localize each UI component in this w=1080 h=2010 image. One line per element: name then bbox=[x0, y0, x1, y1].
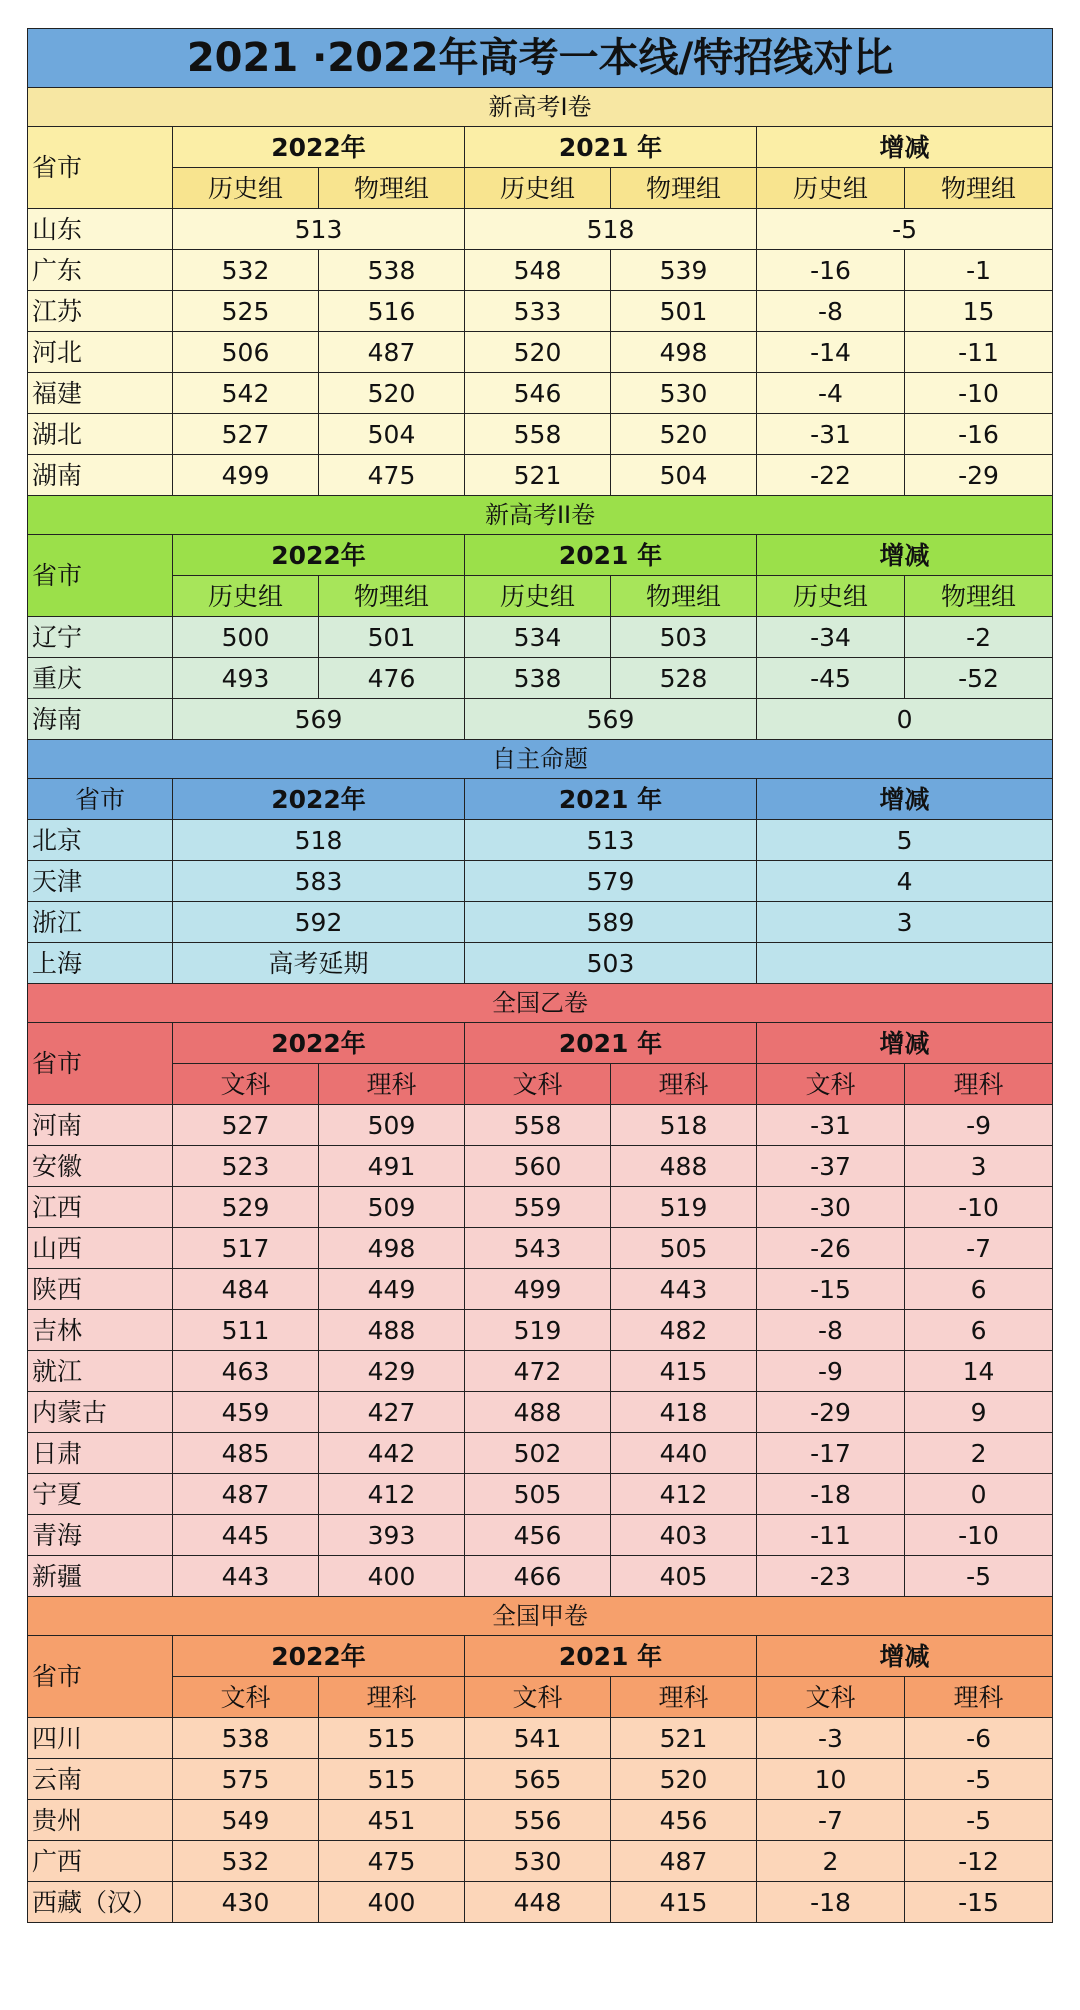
value-cell: 484 bbox=[173, 1269, 319, 1310]
province-cell: 吉林 bbox=[28, 1310, 173, 1351]
value-cell: 504 bbox=[611, 455, 757, 496]
value-cell: -7 bbox=[905, 1228, 1053, 1269]
table-row bbox=[28, 1556, 1053, 1597]
value-cell: -30 bbox=[757, 1187, 905, 1228]
subject-header: 理科 bbox=[611, 1677, 757, 1718]
value-cell: -8 bbox=[757, 291, 905, 332]
merged-value-cell: 513 bbox=[173, 209, 465, 250]
value-cell: 443 bbox=[611, 1269, 757, 1310]
value-cell: -34 bbox=[757, 617, 905, 658]
value-cell: -52 bbox=[905, 658, 1053, 699]
value-cell: -1 bbox=[905, 250, 1053, 291]
province-header: 省市 bbox=[28, 1023, 173, 1105]
year-header: 增减 bbox=[757, 535, 1053, 576]
year-header: 2021 年 bbox=[465, 1636, 757, 1677]
year-header: 2021 年 bbox=[465, 127, 757, 168]
subject-header: 物理组 bbox=[319, 168, 465, 209]
table-row bbox=[28, 1392, 1053, 1433]
value-cell: 541 bbox=[465, 1718, 611, 1759]
value-cell: 532 bbox=[173, 250, 319, 291]
value-cell: 415 bbox=[611, 1351, 757, 1392]
value-cell: 463 bbox=[173, 1351, 319, 1392]
merged-value-cell: 5 bbox=[757, 820, 1053, 861]
value-cell: -5 bbox=[905, 1556, 1053, 1597]
province-header: 省市 bbox=[28, 779, 173, 820]
value-cell: -37 bbox=[757, 1146, 905, 1187]
subject-header: 理科 bbox=[905, 1677, 1053, 1718]
value-cell: 528 bbox=[611, 658, 757, 699]
value-cell: 482 bbox=[611, 1310, 757, 1351]
table-row bbox=[28, 332, 1053, 373]
year-header: 2022年 bbox=[173, 535, 465, 576]
province-cell: 天津 bbox=[28, 861, 173, 902]
value-cell: 520 bbox=[611, 414, 757, 455]
value-cell: 415 bbox=[611, 1882, 757, 1923]
value-cell: 506 bbox=[173, 332, 319, 373]
subject-header: 文科 bbox=[757, 1677, 905, 1718]
table-body bbox=[28, 29, 1053, 1923]
merged-value-cell: 579 bbox=[465, 861, 757, 902]
value-cell: -10 bbox=[905, 1187, 1053, 1228]
value-cell: 499 bbox=[173, 455, 319, 496]
value-cell: -7 bbox=[757, 1800, 905, 1841]
value-cell: 542 bbox=[173, 373, 319, 414]
table-row bbox=[28, 291, 1053, 332]
subject-header: 历史组 bbox=[465, 168, 611, 209]
value-cell: 521 bbox=[611, 1718, 757, 1759]
merged-value-cell: 589 bbox=[465, 902, 757, 943]
value-cell: 499 bbox=[465, 1269, 611, 1310]
value-cell: -31 bbox=[757, 1105, 905, 1146]
province-cell: 就江 bbox=[28, 1351, 173, 1392]
value-cell: 412 bbox=[611, 1474, 757, 1515]
merged-value-cell: 513 bbox=[465, 820, 757, 861]
value-cell: 456 bbox=[465, 1515, 611, 1556]
subject-header: 理科 bbox=[319, 1064, 465, 1105]
value-cell: 527 bbox=[173, 414, 319, 455]
table-row bbox=[28, 1228, 1053, 1269]
value-cell: 502 bbox=[465, 1433, 611, 1474]
value-cell: 393 bbox=[319, 1515, 465, 1556]
province-cell: 四川 bbox=[28, 1718, 173, 1759]
value-cell: -18 bbox=[757, 1474, 905, 1515]
value-cell: 519 bbox=[465, 1310, 611, 1351]
value-cell: 15 bbox=[905, 291, 1053, 332]
value-cell: 403 bbox=[611, 1515, 757, 1556]
value-cell: 520 bbox=[611, 1759, 757, 1800]
value-cell: 520 bbox=[319, 373, 465, 414]
subject-header: 历史组 bbox=[173, 576, 319, 617]
value-cell: 449 bbox=[319, 1269, 465, 1310]
value-cell: 546 bbox=[465, 373, 611, 414]
value-cell: 442 bbox=[319, 1433, 465, 1474]
value-cell: -10 bbox=[905, 1515, 1053, 1556]
value-cell: 485 bbox=[173, 1433, 319, 1474]
value-cell: 430 bbox=[173, 1882, 319, 1923]
subject-header: 历史组 bbox=[757, 168, 905, 209]
value-cell: -18 bbox=[757, 1882, 905, 1923]
province-header: 省市 bbox=[28, 127, 173, 209]
value-cell: 456 bbox=[611, 1800, 757, 1841]
year-header: 增减 bbox=[757, 127, 1053, 168]
subject-header-row bbox=[28, 576, 1053, 617]
value-cell: 543 bbox=[465, 1228, 611, 1269]
value-cell: -4 bbox=[757, 373, 905, 414]
province-cell: 青海 bbox=[28, 1515, 173, 1556]
section-title-row bbox=[28, 496, 1053, 535]
value-cell: 556 bbox=[465, 1800, 611, 1841]
year-header: 2022年 bbox=[173, 127, 465, 168]
value-cell: -16 bbox=[757, 250, 905, 291]
value-cell: 400 bbox=[319, 1882, 465, 1923]
table-row bbox=[28, 1882, 1053, 1923]
value-cell: 445 bbox=[173, 1515, 319, 1556]
value-cell: 412 bbox=[319, 1474, 465, 1515]
value-cell: -8 bbox=[757, 1310, 905, 1351]
province-header: 省市 bbox=[28, 535, 173, 617]
value-cell: 530 bbox=[465, 1841, 611, 1882]
table-row bbox=[28, 1800, 1053, 1841]
province-cell: 广东 bbox=[28, 250, 173, 291]
score-table bbox=[27, 28, 1053, 1923]
value-cell: 6 bbox=[905, 1269, 1053, 1310]
merged-value-cell: 518 bbox=[465, 209, 757, 250]
value-cell: 466 bbox=[465, 1556, 611, 1597]
value-cell: 505 bbox=[611, 1228, 757, 1269]
value-cell: 488 bbox=[611, 1146, 757, 1187]
value-cell: 488 bbox=[465, 1392, 611, 1433]
province-cell: 日肃 bbox=[28, 1433, 173, 1474]
value-cell: 521 bbox=[465, 455, 611, 496]
value-cell: -29 bbox=[905, 455, 1053, 496]
province-cell: 山西 bbox=[28, 1228, 173, 1269]
value-cell: 9 bbox=[905, 1392, 1053, 1433]
subject-header: 物理组 bbox=[611, 576, 757, 617]
value-cell: 533 bbox=[465, 291, 611, 332]
section-title-row bbox=[28, 88, 1053, 127]
table-row bbox=[28, 1433, 1053, 1474]
table-row bbox=[28, 1718, 1053, 1759]
table-row bbox=[28, 1351, 1053, 1392]
value-cell: 515 bbox=[319, 1759, 465, 1800]
subject-header: 文科 bbox=[173, 1677, 319, 1718]
value-cell: 523 bbox=[173, 1146, 319, 1187]
value-cell: 503 bbox=[611, 617, 757, 658]
value-cell: 538 bbox=[319, 250, 465, 291]
year-header-row bbox=[28, 1023, 1053, 1064]
value-cell: 511 bbox=[173, 1310, 319, 1351]
section-title: 全国乙卷 bbox=[28, 984, 1053, 1023]
province-cell: 河北 bbox=[28, 332, 173, 373]
table-row bbox=[28, 414, 1053, 455]
province-cell: 上海 bbox=[28, 943, 173, 984]
value-cell: -16 bbox=[905, 414, 1053, 455]
province-cell: 江西 bbox=[28, 1187, 173, 1228]
table-row bbox=[28, 1759, 1053, 1800]
value-cell: 14 bbox=[905, 1351, 1053, 1392]
value-cell: 558 bbox=[465, 414, 611, 455]
value-cell: 493 bbox=[173, 658, 319, 699]
merged-value-cell: 503 bbox=[465, 943, 757, 984]
year-header-row bbox=[28, 1636, 1053, 1677]
value-cell: 443 bbox=[173, 1556, 319, 1597]
province-cell: 海南 bbox=[28, 699, 173, 740]
province-cell: 宁夏 bbox=[28, 1474, 173, 1515]
value-cell: 498 bbox=[611, 332, 757, 373]
value-cell: 487 bbox=[611, 1841, 757, 1882]
value-cell: -45 bbox=[757, 658, 905, 699]
value-cell: 487 bbox=[319, 332, 465, 373]
value-cell: 498 bbox=[319, 1228, 465, 1269]
table-row bbox=[28, 1187, 1053, 1228]
table-row bbox=[28, 820, 1053, 861]
value-cell: 6 bbox=[905, 1310, 1053, 1351]
value-cell: 575 bbox=[173, 1759, 319, 1800]
value-cell: 504 bbox=[319, 414, 465, 455]
subject-header: 文科 bbox=[465, 1064, 611, 1105]
subject-header-row bbox=[28, 1677, 1053, 1718]
table-row bbox=[28, 1310, 1053, 1351]
value-cell: 520 bbox=[465, 332, 611, 373]
value-cell: 475 bbox=[319, 1841, 465, 1882]
province-cell: 广西 bbox=[28, 1841, 173, 1882]
value-cell: -31 bbox=[757, 414, 905, 455]
value-cell: 519 bbox=[611, 1187, 757, 1228]
value-cell: 459 bbox=[173, 1392, 319, 1433]
section-title: 全国甲卷 bbox=[28, 1597, 1053, 1636]
merged-value-cell: -5 bbox=[757, 209, 1053, 250]
year-header-row bbox=[28, 127, 1053, 168]
year-header: 2021 年 bbox=[465, 1023, 757, 1064]
table-row bbox=[28, 861, 1053, 902]
value-cell: -17 bbox=[757, 1433, 905, 1474]
value-cell: 440 bbox=[611, 1433, 757, 1474]
value-cell: 538 bbox=[173, 1718, 319, 1759]
table-row bbox=[28, 1146, 1053, 1187]
value-cell: 2 bbox=[757, 1841, 905, 1882]
page-title: 2021 ·2022年高考一本线/特招线对比 bbox=[28, 29, 1053, 88]
value-cell: 418 bbox=[611, 1392, 757, 1433]
province-cell: 西藏（汉） bbox=[28, 1882, 173, 1923]
subject-header: 理科 bbox=[319, 1677, 465, 1718]
subject-header: 物理组 bbox=[905, 168, 1053, 209]
value-cell: 10 bbox=[757, 1759, 905, 1800]
province-header: 省市 bbox=[28, 1636, 173, 1718]
value-cell: 405 bbox=[611, 1556, 757, 1597]
value-cell: 530 bbox=[611, 373, 757, 414]
subject-header: 文科 bbox=[173, 1064, 319, 1105]
year-header: 2022年 bbox=[173, 779, 465, 820]
table-row bbox=[28, 617, 1053, 658]
value-cell: -5 bbox=[905, 1759, 1053, 1800]
subject-header: 理科 bbox=[611, 1064, 757, 1105]
value-cell: 549 bbox=[173, 1800, 319, 1841]
value-cell: 515 bbox=[319, 1718, 465, 1759]
year-header: 2022年 bbox=[173, 1636, 465, 1677]
subject-header: 文科 bbox=[757, 1064, 905, 1105]
value-cell: -2 bbox=[905, 617, 1053, 658]
merged-value-cell: 4 bbox=[757, 861, 1053, 902]
province-cell: 贵州 bbox=[28, 1800, 173, 1841]
value-cell: -9 bbox=[757, 1351, 905, 1392]
subject-header: 历史组 bbox=[757, 576, 905, 617]
value-cell: 429 bbox=[319, 1351, 465, 1392]
value-cell: 532 bbox=[173, 1841, 319, 1882]
province-cell: 安徽 bbox=[28, 1146, 173, 1187]
value-cell: 501 bbox=[319, 617, 465, 658]
section-title-row bbox=[28, 984, 1053, 1023]
merged-value-cell: 583 bbox=[173, 861, 465, 902]
value-cell: 560 bbox=[465, 1146, 611, 1187]
merged-value-cell: 3 bbox=[757, 902, 1053, 943]
merged-value-cell: 569 bbox=[173, 699, 465, 740]
value-cell: -9 bbox=[905, 1105, 1053, 1146]
merged-value-cell: 569 bbox=[465, 699, 757, 740]
value-cell: 539 bbox=[611, 250, 757, 291]
value-cell: -23 bbox=[757, 1556, 905, 1597]
value-cell: 501 bbox=[611, 291, 757, 332]
province-cell: 河南 bbox=[28, 1105, 173, 1146]
province-cell: 内蒙古 bbox=[28, 1392, 173, 1433]
table-row bbox=[28, 943, 1053, 984]
year-header: 增减 bbox=[757, 1636, 1053, 1677]
subject-header: 物理组 bbox=[319, 576, 465, 617]
year-header-row bbox=[28, 535, 1053, 576]
province-cell: 山东 bbox=[28, 209, 173, 250]
province-cell: 辽宁 bbox=[28, 617, 173, 658]
subject-header: 历史组 bbox=[465, 576, 611, 617]
table-row bbox=[28, 1105, 1053, 1146]
table-row bbox=[28, 250, 1053, 291]
value-cell: 518 bbox=[611, 1105, 757, 1146]
value-cell: 505 bbox=[465, 1474, 611, 1515]
year-header: 增减 bbox=[757, 1023, 1053, 1064]
table-row bbox=[28, 658, 1053, 699]
value-cell: -14 bbox=[757, 332, 905, 373]
province-cell: 北京 bbox=[28, 820, 173, 861]
table-row bbox=[28, 1269, 1053, 1310]
value-cell: 3 bbox=[905, 1146, 1053, 1187]
year-header-row bbox=[28, 779, 1053, 820]
value-cell: 475 bbox=[319, 455, 465, 496]
value-cell: -26 bbox=[757, 1228, 905, 1269]
value-cell: 529 bbox=[173, 1187, 319, 1228]
subject-header: 物理组 bbox=[611, 168, 757, 209]
value-cell: 509 bbox=[319, 1187, 465, 1228]
value-cell: 491 bbox=[319, 1146, 465, 1187]
value-cell: 448 bbox=[465, 1882, 611, 1923]
subject-header: 理科 bbox=[905, 1064, 1053, 1105]
year-header: 2021 年 bbox=[465, 535, 757, 576]
subject-header: 物理组 bbox=[905, 576, 1053, 617]
subject-header-row bbox=[28, 1064, 1053, 1105]
value-cell: 548 bbox=[465, 250, 611, 291]
table-row bbox=[28, 209, 1053, 250]
subject-header: 历史组 bbox=[173, 168, 319, 209]
value-cell: 0 bbox=[905, 1474, 1053, 1515]
value-cell: 488 bbox=[319, 1310, 465, 1351]
value-cell: 516 bbox=[319, 291, 465, 332]
value-cell: 487 bbox=[173, 1474, 319, 1515]
merged-value-cell bbox=[757, 943, 1053, 984]
section-title: 新高考II卷 bbox=[28, 496, 1053, 535]
value-cell: 427 bbox=[319, 1392, 465, 1433]
year-header: 2021 年 bbox=[465, 779, 757, 820]
value-cell: 500 bbox=[173, 617, 319, 658]
table-row bbox=[28, 699, 1053, 740]
value-cell: 472 bbox=[465, 1351, 611, 1392]
value-cell: -15 bbox=[905, 1882, 1053, 1923]
province-cell: 云南 bbox=[28, 1759, 173, 1800]
value-cell: 517 bbox=[173, 1228, 319, 1269]
subject-header-row bbox=[28, 168, 1053, 209]
table-row bbox=[28, 1515, 1053, 1556]
merged-value-cell: 592 bbox=[173, 902, 465, 943]
value-cell: 476 bbox=[319, 658, 465, 699]
value-cell: 559 bbox=[465, 1187, 611, 1228]
value-cell: -12 bbox=[905, 1841, 1053, 1882]
province-cell: 福建 bbox=[28, 373, 173, 414]
title-row bbox=[28, 29, 1053, 88]
province-cell: 湖北 bbox=[28, 414, 173, 455]
value-cell: -6 bbox=[905, 1718, 1053, 1759]
table-row bbox=[28, 902, 1053, 943]
table-row bbox=[28, 1841, 1053, 1882]
province-cell: 湖南 bbox=[28, 455, 173, 496]
province-cell: 江苏 bbox=[28, 291, 173, 332]
value-cell: 558 bbox=[465, 1105, 611, 1146]
value-cell: 451 bbox=[319, 1800, 465, 1841]
section-title: 新高考I卷 bbox=[28, 88, 1053, 127]
value-cell: -22 bbox=[757, 455, 905, 496]
section-title-row bbox=[28, 1597, 1053, 1636]
value-cell: -5 bbox=[905, 1800, 1053, 1841]
score-comparison-sheet bbox=[27, 28, 1052, 1923]
value-cell: 565 bbox=[465, 1759, 611, 1800]
value-cell: 525 bbox=[173, 291, 319, 332]
table-row bbox=[28, 1474, 1053, 1515]
subject-header: 文科 bbox=[465, 1677, 611, 1718]
value-cell: -11 bbox=[905, 332, 1053, 373]
year-header: 2022年 bbox=[173, 1023, 465, 1064]
value-cell: -29 bbox=[757, 1392, 905, 1433]
value-cell: -15 bbox=[757, 1269, 905, 1310]
table-row bbox=[28, 455, 1053, 496]
value-cell: 534 bbox=[465, 617, 611, 658]
value-cell: 509 bbox=[319, 1105, 465, 1146]
merged-value-cell: 518 bbox=[173, 820, 465, 861]
year-header: 增减 bbox=[757, 779, 1053, 820]
province-cell: 重庆 bbox=[28, 658, 173, 699]
value-cell: -10 bbox=[905, 373, 1053, 414]
section-title: 自主命题 bbox=[28, 740, 1053, 779]
value-cell: 400 bbox=[319, 1556, 465, 1597]
province-cell: 浙江 bbox=[28, 902, 173, 943]
merged-value-cell: 高考延期 bbox=[173, 943, 465, 984]
value-cell: 527 bbox=[173, 1105, 319, 1146]
province-cell: 陕西 bbox=[28, 1269, 173, 1310]
value-cell: -3 bbox=[757, 1718, 905, 1759]
province-cell: 新疆 bbox=[28, 1556, 173, 1597]
merged-value-cell: 0 bbox=[757, 699, 1053, 740]
value-cell: 538 bbox=[465, 658, 611, 699]
value-cell: -11 bbox=[757, 1515, 905, 1556]
section-title-row bbox=[28, 740, 1053, 779]
value-cell: 2 bbox=[905, 1433, 1053, 1474]
table-row bbox=[28, 373, 1053, 414]
